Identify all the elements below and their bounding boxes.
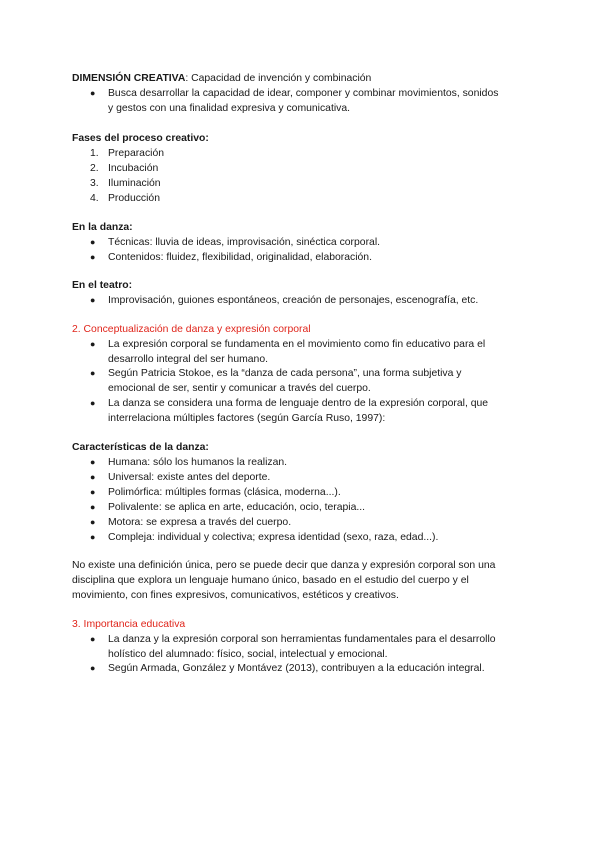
educational-importance-heading: 3. Importancia educativa bbox=[72, 619, 186, 630]
list-item: La danza y la expresión corporal son herramientas fundamentales para el desarrollo bbox=[108, 634, 496, 645]
creative-dimension-label: DIMENSIÓN CREATIVA bbox=[72, 73, 186, 84]
list-number: 2. bbox=[90, 163, 99, 174]
list-item: Según Patricia Stokoe, es la “danza de cada persona”, una forma subjetiva y bbox=[108, 368, 462, 379]
list-item: La expresión corporal se fundamenta en el movimiento como fin educativo para el bbox=[108, 339, 486, 350]
bullet-icon: ● bbox=[90, 339, 96, 349]
list-item: Preparación bbox=[108, 148, 165, 159]
bullet-icon: ● bbox=[90, 663, 96, 673]
bullet-icon: ● bbox=[90, 472, 96, 482]
list-item: Según Armada, González y Montávez (2013), contribuyen a la educación integral. bbox=[108, 663, 485, 674]
conceptualization-heading: 2. Conceptualización de danza y expresión corporal bbox=[72, 324, 311, 335]
bullet-icon: ● bbox=[90, 517, 96, 527]
bullet-icon: ● bbox=[90, 502, 96, 512]
list-number: 3. bbox=[90, 178, 99, 189]
list-number: 4. bbox=[90, 193, 99, 204]
bullet-icon: ● bbox=[90, 252, 96, 262]
list-item: Iluminación bbox=[108, 178, 161, 189]
list-item: Contenidos: fluidez, flexibilidad, originalidad, elaboración. bbox=[108, 252, 372, 263]
list-item: Motora: se expresa a través del cuerpo. bbox=[108, 517, 292, 528]
list-item: Busca desarrollar la capacidad de idear, componer y combinar movimientos, sonidos bbox=[108, 88, 499, 99]
list-item: Universal: existe antes del deporte. bbox=[108, 472, 271, 483]
bullet-icon: ● bbox=[90, 457, 96, 467]
list-item: Improvisación, guiones espontáneos, creación de personajes, escenografía, etc. bbox=[108, 295, 479, 306]
bullet-icon: ● bbox=[90, 295, 96, 305]
bullet-icon: ● bbox=[90, 368, 96, 378]
dance-heading: En la danza: bbox=[72, 222, 133, 233]
list-item: Humana: sólo los humanos la realizan. bbox=[108, 457, 288, 468]
list-item: Polivalente: se aplica en arte, educación, ocio, terapia... bbox=[108, 502, 366, 513]
list-item: Técnicas: lluvia de ideas, improvisación, sinéctica corporal. bbox=[108, 237, 381, 248]
paragraph-line: disciplina que explora un lenguaje humano único, basado en el estudio del cuerpo y el bbox=[72, 575, 469, 586]
creative-dimension-title bbox=[72, 71, 371, 86]
paragraph-line: movimiento, con fines expresivos, comunicativos, estéticos y creativos. bbox=[72, 590, 399, 601]
bullet-icon: ● bbox=[90, 487, 96, 497]
list-item-cont: y gestos con una finalidad expresiva y comunicativa. bbox=[108, 103, 351, 114]
list-item: Incubación bbox=[108, 163, 159, 174]
creative-dimension-desc: : Capacidad de invención y combinación bbox=[185, 73, 372, 84]
bullet-icon: ● bbox=[90, 237, 96, 247]
list-item-cont: desarrollo integral del ser humano. bbox=[108, 354, 268, 365]
bullet-icon: ● bbox=[90, 88, 96, 98]
list-item: Producción bbox=[108, 193, 160, 204]
list-item-cont: holístico del alumnado: físico, social, intelectual y emocional. bbox=[108, 649, 388, 660]
theatre-heading: En el teatro: bbox=[72, 280, 133, 291]
list-item-cont: interrelaciona múltiples factores (según García Ruso, 1997): bbox=[108, 413, 386, 424]
characteristics-heading: Características de la danza: bbox=[72, 442, 209, 453]
list-item: La danza se considera una forma de lenguaje dentro de la expresión corporal, que bbox=[108, 398, 489, 409]
list-item: Polimórfica: múltiples formas (clásica, moderna...). bbox=[108, 487, 341, 498]
bullet-icon: ● bbox=[90, 398, 96, 408]
paragraph-line: No existe una definición única, pero se puede decir que danza y expresión corporal son una bbox=[72, 560, 496, 571]
list-number: 1. bbox=[90, 148, 99, 159]
bullet-icon: ● bbox=[90, 532, 96, 542]
phases-heading: Fases del proceso creativo: bbox=[72, 133, 209, 144]
bullet-icon: ● bbox=[90, 634, 96, 644]
list-item: Compleja: individual y colectiva; expresa identidad (sexo, raza, edad...). bbox=[108, 532, 439, 543]
list-item-cont: emocional de ser, sentir y comunicar a través del cuerpo. bbox=[108, 383, 371, 394]
